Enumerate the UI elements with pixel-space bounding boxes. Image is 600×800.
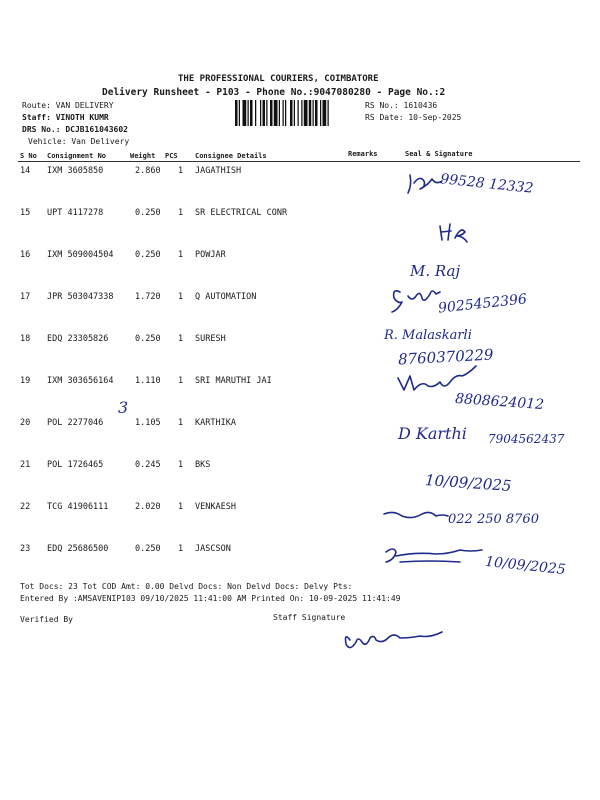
route-label: Route: VAN DELIVERY <box>22 101 114 110</box>
signature-row-15 <box>440 224 467 242</box>
company-title: THE PROFESSIONAL COURIERS, COIMBATORE <box>178 74 379 84</box>
staff-signature-mark <box>346 632 443 648</box>
row-15-weight: 0.250 <box>135 208 161 218</box>
row-22-weight: 2.020 <box>135 502 161 512</box>
row-21-sno: 21 <box>20 460 31 470</box>
row-14-pcs: 1 <box>178 166 184 176</box>
col-sno: S No <box>20 152 37 160</box>
row-14-sno: 14 <box>20 166 31 176</box>
col-weight: Weight <box>130 152 156 160</box>
row-16-weight: 0.250 <box>135 250 161 260</box>
verified-by-label: Verified By <box>20 615 73 624</box>
drs-number: DRS No.: DCJB161043602 <box>22 125 128 134</box>
handwritten-phone-row-18: 8760370229 <box>397 345 494 369</box>
row-19-weight: 1.110 <box>135 376 161 386</box>
row-23-weight: 0.250 <box>135 544 161 554</box>
row-21-consignee: BKS <box>195 460 211 470</box>
row-20-weight: 1.105 <box>135 418 161 428</box>
row-15-sno: 15 <box>20 208 31 218</box>
col-pcs: PCS <box>165 152 178 160</box>
row-21-pcs: 1 <box>178 460 184 470</box>
row-22-pcs: 1 <box>178 502 184 512</box>
row-23-sno: 23 <box>20 544 31 554</box>
row-17-pcs: 1 <box>178 292 184 302</box>
row-20-consignee: KARTHIKA <box>195 418 236 428</box>
row-18-pcs: 1 <box>178 334 184 344</box>
row-20-consignment: POL 2277046 <box>47 418 104 428</box>
staff-label: Staff: VINOTH KUMR <box>22 113 109 122</box>
row-20-sno: 20 <box>20 418 31 428</box>
col-consignee: Consignee Details <box>195 152 267 160</box>
col-seal-signature: Seal & Signature <box>405 150 473 158</box>
row-21-weight: 0.245 <box>135 460 161 470</box>
row-14-consignee: JAGATHISH <box>195 166 242 176</box>
signature-row-17 <box>392 291 440 312</box>
signature-row-22 <box>384 512 448 517</box>
row-14-weight: 2.860 <box>135 166 161 176</box>
row-18-consignee: SURESH <box>195 334 226 344</box>
row-19-consignment: IXM 303656164 <box>47 376 114 386</box>
handwritten-name-row-18: R. Malaskarli <box>384 328 472 343</box>
row-16-consignment: IXM 509004504 <box>47 250 114 260</box>
signature-row-23 <box>386 549 482 562</box>
row-23-consignee: JASCSON <box>195 544 231 554</box>
col-consignment: Consignment No <box>47 152 107 160</box>
row-20-pcs: 1 <box>178 418 184 428</box>
signature-row-19 <box>398 366 476 390</box>
row-18-weight: 0.250 <box>135 334 161 344</box>
row-18-sno: 18 <box>20 334 31 344</box>
handwritten-date-row-21: 10/09/2025 <box>424 471 512 495</box>
row-22-sno: 22 <box>20 502 31 512</box>
row-15-pcs: 1 <box>178 208 184 218</box>
row-16-pcs: 1 <box>178 250 184 260</box>
row-17-consignee: Q AUTOMATION <box>195 292 257 302</box>
rs-number: RS No.: 1610436 <box>365 101 438 110</box>
vehicle-label: Vehicle: Van Delivery <box>28 137 130 146</box>
row-16-sno: 16 <box>20 250 31 260</box>
row-19-consignee: SRI MARUTHI JAI <box>195 376 272 386</box>
runsheet-title: Delivery Runsheet - P103 - Phone No.:9047080280 - Page No.:2 <box>102 87 446 98</box>
handwritten-signature-row-20: D Karthi <box>398 424 467 443</box>
row-17-sno: 17 <box>20 292 31 302</box>
row-21-consignment: POL 1726465 <box>47 460 104 470</box>
handwritten-phone-row-14: 99528 12332 <box>439 171 535 197</box>
handwritten-signature-row-16: M. Raj <box>410 262 461 280</box>
row-15-consignment: UPT 4117278 <box>47 208 104 218</box>
handwritten-phone-row-17: 9025452396 <box>437 291 528 317</box>
row-23-pcs: 1 <box>178 544 184 554</box>
row-14-consignment: IXM 3605850 <box>47 166 104 176</box>
row-17-consignment: JPR 503047338 <box>47 292 114 302</box>
row-19-sno: 19 <box>20 376 31 386</box>
row-16-consignee: POWJAR <box>195 250 226 260</box>
row-22-consignment: TCG 41906111 <box>47 502 109 512</box>
handwritten-mark-row-20: 3 <box>118 398 129 417</box>
row-17-weight: 1.720 <box>135 292 161 302</box>
row-15-consignee: SR ELECTRICAL CONR <box>195 208 288 218</box>
row-19-pcs: 1 <box>178 376 184 386</box>
handwritten-phone-row-19: 8808624012 <box>454 390 545 414</box>
handwritten-date-row-23: 10/09/2025 <box>484 553 567 579</box>
handwritten-phone-row-20: 7904562437 <box>488 432 565 446</box>
staff-signature-label: Staff Signature <box>273 613 346 622</box>
handwritten-phone-row-22: 022 250 8760 <box>448 512 539 527</box>
rs-date: RS Date: 10-Sep-2025 <box>365 113 462 122</box>
signature-row-14 <box>408 175 442 193</box>
row-22-consignee: VENKAESH <box>195 502 236 512</box>
row-18-consignment: EDQ 23305826 <box>47 334 109 344</box>
totals-line: Tot Docs: 23 Tot COD Amt: 0.00 Delvd Docs: Non Delvd Docs: Delvy Pts: <box>20 582 353 591</box>
col-remarks: Remarks <box>348 150 378 158</box>
row-23-consignment: EDQ 25686500 <box>47 544 109 554</box>
entered-printed-line: Entered By :AMSAVENIP103 09/10/2025 11:41:00 AM Printed On: 10-09-2025 11:41:49 <box>20 594 401 603</box>
